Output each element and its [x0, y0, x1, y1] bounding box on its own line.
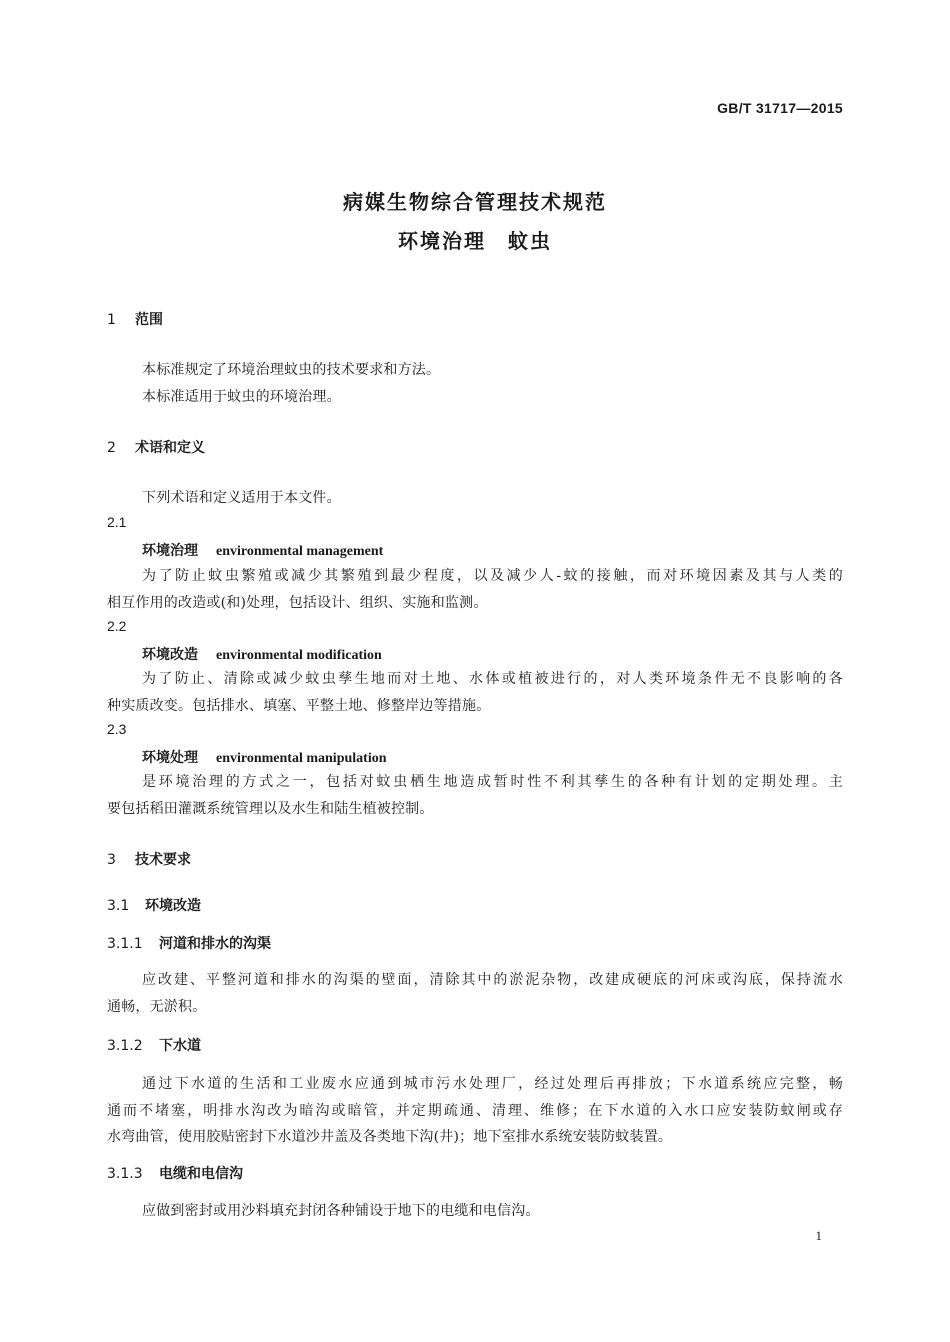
- definition-line: 相互作用的改造或(和)处理，包括设计、组织、实施和监测。: [107, 595, 488, 611]
- definition-line: 要包括稻田灌溉系统管理以及水生和陆生植被控制。: [107, 801, 434, 817]
- subsubsection-number: 3.1.2: [107, 1038, 143, 1054]
- subsubsection-title: 下水道: [159, 1038, 201, 1054]
- subsubsection-heading: [107, 933, 271, 953]
- section-title: 范围: [135, 312, 163, 328]
- term-zh: 环境处理: [142, 750, 198, 766]
- paragraph-line: 通过下水道的生活和工业废水应通到城市污水处理厂，经过处理后再排放；下水道系统应完整，畅: [142, 1076, 843, 1092]
- definition-line: 为了防止蚊虫繁殖或减少其繁殖到最少程度，以及减少人-蚊的接触，而对环境因素及其与人类的: [142, 568, 843, 584]
- term-number: 2.3: [107, 721, 127, 737]
- paragraph-line: 通而不堵塞，明排水沟改为暗沟或暗管，并定期疏通、清理、维修；在下水道的入水口应安装防蚊闸或存: [107, 1103, 843, 1119]
- page-number: 1: [815, 1228, 822, 1243]
- standard-code: GB/T 31717—2015: [717, 100, 843, 116]
- section-title: 技术要求: [135, 852, 191, 868]
- term-entry: [142, 747, 387, 767]
- subsection-number: 3.1: [107, 898, 130, 914]
- document-subtitle: 环境治理 蚊虫: [398, 229, 552, 253]
- paragraph-line: 通畅，无淤积。: [107, 999, 207, 1015]
- definition-line: 种实质改变。包括排水、填塞、平整土地、修整岸边等措施。: [107, 698, 491, 714]
- section-heading-terms: [107, 437, 205, 457]
- definition-line: 是环境治理的方式之一，包括对蚊虫栖生地造成暂时性不利其孳生的各种有计划的定期处理。主: [142, 774, 843, 790]
- paragraph: 本标准规定了环境治理蚊虫的技术要求和方法。: [142, 362, 441, 378]
- subsection-heading: [107, 895, 201, 915]
- section-number: 3: [107, 852, 116, 868]
- subsubsection-heading: [107, 1035, 201, 1055]
- term-en: environmental management: [216, 544, 384, 559]
- term-entry: [142, 644, 382, 664]
- subsection-title: 环境改造: [145, 898, 201, 914]
- term-en: environmental manipulation: [216, 751, 387, 766]
- section-number: 1: [107, 312, 116, 328]
- term-zh: 环境治理: [142, 543, 198, 559]
- section-title: 术语和定义: [135, 440, 205, 456]
- paragraph-line: 水弯曲管，使用胶贴密封下水道沙井盖及各类地下沟(井)；地下室排水系统安装防蚊装置。: [107, 1129, 673, 1145]
- subsubsection-title: 河道和排水的沟渠: [159, 936, 271, 952]
- paragraph: 下列术语和定义适用于本文件。: [142, 490, 341, 506]
- paragraph: 本标准适用于蚊虫的环境治理。: [142, 389, 341, 405]
- document-title: 病媒生物综合管理技术规范: [343, 190, 607, 214]
- subsubsection-heading: [107, 1163, 243, 1183]
- definition-line: 为了防止、清除或减少蚊虫孳生地而对土地、水体或植被进行的，对人类环境条件无不良影响的各: [142, 671, 843, 687]
- paragraph-line: 应改建、平整河道和排水的沟渠的壁面，清除其中的淤泥杂物，改建成硬底的河床或沟底，保持流水: [142, 972, 843, 988]
- subsubsection-title: 电缆和电信沟: [159, 1166, 243, 1182]
- term-entry: [142, 540, 383, 560]
- section-number: 2: [107, 440, 116, 456]
- section-heading-technical: [107, 849, 191, 869]
- term-number: 2.2: [107, 618, 127, 634]
- paragraph-line: 应做到密封或用沙料填充封闭各种铺设于地下的电缆和电信沟。: [142, 1203, 540, 1219]
- term-number: 2.1: [107, 514, 127, 530]
- term-en: environmental modification: [216, 648, 382, 663]
- subsubsection-number: 3.1.1: [107, 936, 143, 952]
- section-heading-scope: [107, 309, 163, 329]
- term-zh: 环境改造: [142, 647, 198, 663]
- subsubsection-number: 3.1.3: [107, 1166, 143, 1182]
